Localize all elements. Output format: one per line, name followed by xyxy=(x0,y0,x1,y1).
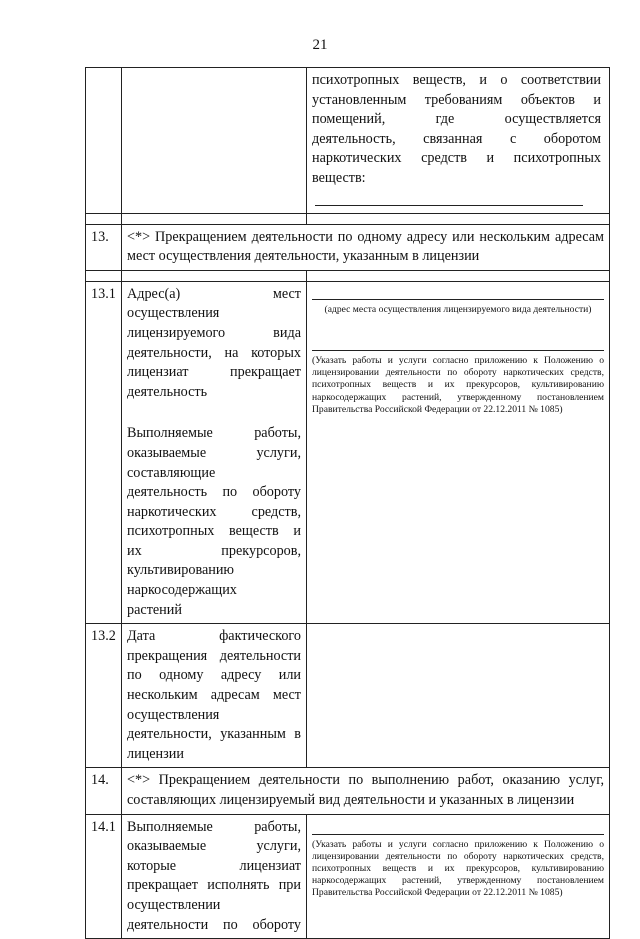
works-field-line[interactable] xyxy=(312,824,604,835)
continuation-line: веществ: xyxy=(312,169,366,186)
section-title: <*> Прекращением деятельности по одному адресу или нескольким адресам мест осуществления деятельности, указанным в лицензии xyxy=(122,224,610,270)
works-hint: (Указать работы и услуги согласно приложению к Положению о лицензировании деятельности по обороту наркотических средств, психотропных веществ и их прекурсоров, культивированию наркосодержащих растений, утвержденному постановлением Правительства Российской Федерации от 22.12.2011 № 1085) xyxy=(312,838,604,899)
label-line: осуществлении xyxy=(127,896,221,913)
row-number: 13.1 xyxy=(86,281,122,624)
works-field-line[interactable] xyxy=(312,340,604,351)
works-line: деятельность по обороту xyxy=(127,484,301,501)
continuation-text-cell xyxy=(307,68,610,214)
continuation-line: установленным требованиям объектов и xyxy=(312,91,601,108)
row-label-cell xyxy=(122,624,307,768)
label-line: которые лицензиат xyxy=(127,857,301,874)
label-line: Дата фактического xyxy=(127,628,301,645)
date-value-cell[interactable] xyxy=(307,624,610,768)
page-number: 21 xyxy=(312,37,328,53)
row-13-1 xyxy=(86,281,610,624)
works-line: наркосодержащих xyxy=(127,582,237,599)
row-value-cell xyxy=(307,281,610,624)
section-number: 14. xyxy=(86,768,122,814)
label-line: лицензируемого вида xyxy=(127,324,301,341)
row-number: 14.1 xyxy=(86,814,122,939)
label-line: осуществления xyxy=(127,305,220,322)
label-line: оказываемые услуги, xyxy=(127,838,301,855)
row-14-1 xyxy=(86,814,610,939)
works-line: их прекурсоров, xyxy=(127,542,301,559)
address-hint: (адрес места осуществления лицензируемого вида деятельности) xyxy=(324,303,592,315)
label-line: прекращения деятельности xyxy=(127,647,301,664)
works-line: растений xyxy=(127,601,182,618)
section-14-row xyxy=(86,768,610,814)
works-line: наркотических средств, xyxy=(127,503,301,520)
section-number: 13. xyxy=(86,224,122,270)
label-line: деятельности, указанным в xyxy=(127,726,301,743)
row-label-cell xyxy=(122,281,307,624)
continuation-answer-line[interactable] xyxy=(315,195,583,206)
label-line: прекращает исполнять при xyxy=(127,877,301,894)
row-value-cell xyxy=(307,814,610,939)
license-form-table xyxy=(85,67,610,939)
spacer-row xyxy=(86,270,610,281)
label-line: лицензии xyxy=(127,745,184,762)
works-line: оказываемые услуги, xyxy=(127,444,301,461)
continuation-line: наркотических средств и психотропных xyxy=(312,150,601,167)
continuation-line: деятельность, связанная с оборотом xyxy=(312,130,601,147)
label-line: Выполняемые работы, xyxy=(127,818,301,835)
continuation-line: помещений, где осуществляется xyxy=(312,111,601,128)
label-line: нескольким адресам мест xyxy=(127,687,301,704)
address-field-line[interactable] xyxy=(312,289,604,300)
section-title: <*> Прекращением деятельности по выполнению работ, оказанию услуг, составляющих лицензируемый вид деятельности и указанных в лицензии xyxy=(122,768,610,814)
label-line: деятельности, на которых xyxy=(127,344,301,361)
works-hint: (Указать работы и услуги согласно приложению к Положению о лицензировании деятельности по обороту наркотических средств, психотропных веществ и их прекурсоров, культивированию наркосодержащих растений, утвержденному постановлением Правительства Российской Федерации от 22.12.2011 № 1085) xyxy=(312,354,604,415)
label-line: деятельность xyxy=(127,383,208,400)
label-line: Адрес(а) мест xyxy=(127,285,301,302)
continuation-line: психотропных веществ, и о соответствии xyxy=(312,72,601,88)
row-label-cell xyxy=(122,814,307,939)
label-line: осуществления xyxy=(127,706,220,723)
label-line: лицензиат прекращает xyxy=(127,364,301,381)
row-13-2 xyxy=(86,624,610,768)
spacer-row xyxy=(86,213,610,224)
section-13-row xyxy=(86,224,610,270)
works-line: составляющие xyxy=(127,464,216,481)
continuation-label-cell xyxy=(122,68,307,214)
label-line: деятельности по обороту xyxy=(127,916,301,933)
label-line: по одному адресу или xyxy=(127,667,301,684)
works-line: культивированию xyxy=(127,562,235,579)
continuation-number-cell xyxy=(86,68,122,214)
row-number: 13.2 xyxy=(86,624,122,768)
continuation-row xyxy=(86,68,610,214)
works-line: психотропных веществ и xyxy=(127,523,301,540)
works-line: Выполняемые работы, xyxy=(127,425,301,442)
